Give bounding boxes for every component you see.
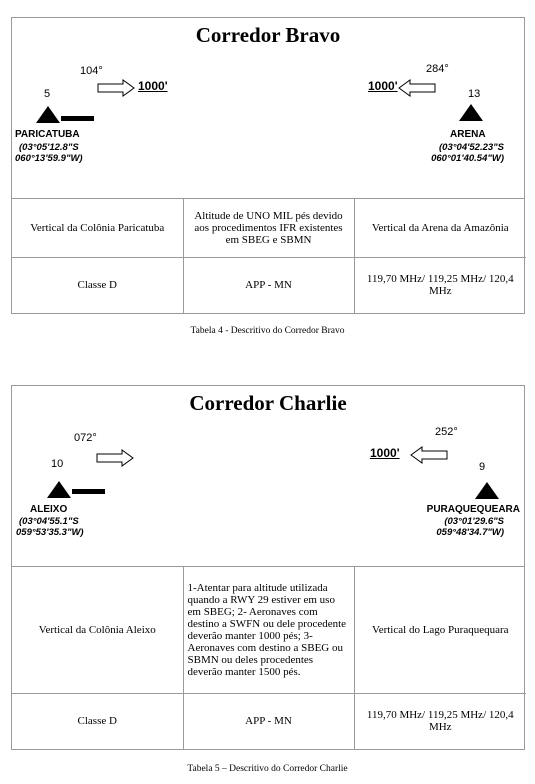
corridor-bravo-table [11,17,525,314]
airfield-triangle-icon [47,481,71,498]
airfield-name: ARENA [450,129,486,140]
corridor-charlie-info-table [12,567,526,749]
table-cell: Altitude de UNO MIL pés devido aos procedimentos IFR existentes em SBEG e SBMN [183,199,354,257]
coordinate-lat: (03°04'52.23"S [439,142,504,153]
table-cell: 119,70 MHz/ 119,25 MHz/ 120,4 MHz [354,693,526,749]
table-cell: Vertical da Colônia Aleixo [12,567,183,693]
heading-label: 252° [435,426,458,438]
airfield-name: ALEIXO [30,504,68,515]
altitude-label: 1000' [138,79,168,93]
coordinate-lat: (03°04'55.1"S [19,516,79,527]
runway-number: 5 [44,88,51,100]
arrow-right-icon [97,79,135,97]
altitude-label: 1000' [370,446,400,460]
coordinate-lon: 059°48'34.7"W) [436,527,504,538]
coordinate-lon: 060°13'59.9"W) [15,153,83,164]
corridor-charlie-diagram [12,386,524,567]
arrow-left-icon [398,79,436,97]
table-cell: Vertical da Arena da Amazônia [371,221,509,234]
table-cell: Classe D [12,257,183,313]
table-row [12,199,526,257]
corridor-charlie-table [11,385,525,750]
table-row [12,693,526,749]
corridor-title: Corredor Bravo [195,23,341,47]
corridor-bravo-diagram [12,18,524,199]
coordinate-lon: 060°01'40.54"W) [431,153,504,164]
runway-number: 10 [51,458,64,470]
table-cell: Classe D [12,693,183,749]
runway-bar-icon [61,116,94,121]
airfield-name: PARICATUBA [15,129,80,140]
heading-label: 284° [426,63,449,75]
table-cell: Vertical da Colônia Paricatuba [12,199,183,257]
airfield-name: PURAQUEQUEARA [426,504,520,515]
table-row [12,567,526,693]
coordinate-lon: 059°53'35.3"W) [16,527,84,538]
heading-label: 072° [74,432,97,444]
heading-label: 104° [80,65,103,77]
arrow-left-icon [410,446,448,464]
table-cell: APP - MN [183,693,354,749]
table-row [12,257,526,313]
coordinate-lat: (03°01'29.6"S [444,516,504,527]
table-caption: Tabela 5 – Descritivo do Corredor Charlie [187,764,348,774]
table-caption: Tabela 4 - Descritivo do Corredor Bravo [190,326,345,336]
table-cell: APP - MN [183,257,354,313]
corridor-bravo-info-table [12,199,526,313]
airfield-triangle-icon [36,106,60,123]
airfield-triangle-icon [459,104,483,121]
table-cell: 1-Atentar para altitude utilizada quando a RWY 29 estiver em uso em SBEG; 2- Aeronaves com destino a SWFN ou dele procedente deverão manter 1000 pés; 3- Aeronaves com destino a SBEG ou SBMN ou deles procedentes deverão manter 1500 pés. [183,567,354,693]
coordinate-lat: (03°05'12.8"S [19,142,79,153]
altitude-label: 1000' [368,79,398,93]
arrow-right-icon [96,449,134,467]
runway-bar-icon [72,489,105,494]
runway-number: 9 [479,461,486,473]
table-cell: Vertical do Lago Puraquequara [371,623,509,636]
runway-number: 13 [468,88,481,100]
table-cell: 119,70 MHz/ 119,25 MHz/ 120,4 MHz [354,257,526,313]
corridor-title: Corredor Charlie [189,391,347,415]
airfield-triangle-icon [475,482,499,499]
